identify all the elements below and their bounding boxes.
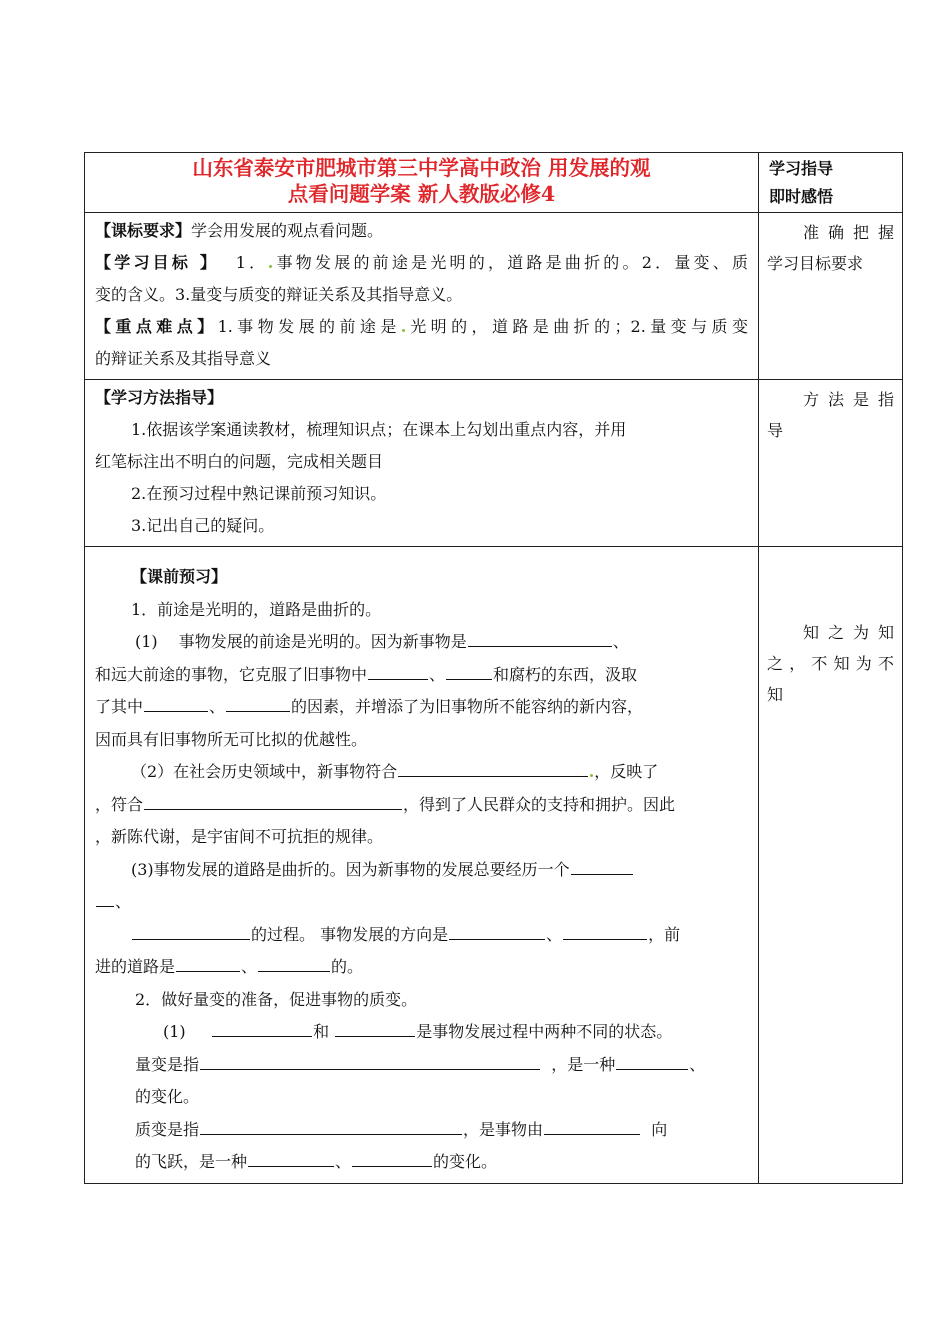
preview-side-cell — [759, 547, 903, 1184]
preview-cell — [85, 547, 759, 1184]
fill-blank[interactable] — [616, 1051, 688, 1070]
method-side-line-1: 方法是指 — [803, 390, 894, 409]
preview-text: 、 — [115, 892, 132, 911]
fill-blank[interactable] — [132, 921, 250, 940]
fill-blank[interactable] — [212, 1018, 312, 1037]
preview-text: 质变是指 — [135, 1119, 200, 1139]
preview-side-line-1: 知之为知 — [803, 623, 894, 642]
key-difficulties-label: 【重点难点】 — [95, 317, 218, 336]
method-side-cell — [759, 380, 903, 547]
preview-section-2: 2．做好量变的准备，促进事物的质变。 — [135, 989, 418, 1009]
fill-blank[interactable] — [449, 921, 545, 940]
preview-text: 、 — [546, 924, 563, 944]
fill-blank[interactable] — [176, 953, 240, 972]
fill-blank[interactable] — [544, 1116, 640, 1135]
title-cell — [85, 153, 759, 213]
preview-text: ，符合 — [95, 794, 144, 814]
preview-text: 的变化。 — [433, 1152, 498, 1171]
fill-blank[interactable] — [96, 888, 114, 907]
preview-line-9 — [95, 886, 748, 919]
method-row — [85, 380, 903, 547]
goals-cell — [85, 213, 759, 380]
document-title — [85, 153, 758, 209]
title-line-1: 山东省泰安市肥城市第三中学高中政治 用发展的观 — [192, 156, 651, 180]
preview-line-11 — [95, 951, 748, 984]
preview-line-5 — [95, 756, 748, 789]
method-item-2: 2.在预习过程中熟记课前预习知识。 — [131, 484, 387, 503]
study-guide-table — [84, 152, 903, 1184]
preview-text: 向 — [651, 1119, 668, 1139]
preview-text: 和腐朽的东西，汲取 — [493, 664, 638, 684]
preview-text: (1) 事物发展的前途是光明的。因为新事物是 — [135, 632, 467, 651]
fill-blank[interactable] — [352, 1148, 432, 1167]
fill-blank[interactable] — [563, 921, 647, 940]
method-item-3: 3.记出自己的疑问。 — [131, 516, 275, 535]
preview-text: 、 — [612, 632, 629, 651]
fill-blank[interactable] — [335, 1018, 415, 1037]
preview-row — [85, 547, 903, 1184]
goal-number: 1． — [235, 253, 269, 272]
method-side-line-2: 导 — [767, 421, 784, 440]
learning-goals-label: 【学习目标 】 — [95, 253, 220, 272]
side-header-line-2: 即时感悟 — [769, 187, 834, 206]
method-item-1: 1.依据该学案通读教材，梳理知识点；在课本上勾划出重点内容，并用 — [131, 420, 627, 439]
fill-blank[interactable] — [398, 758, 588, 777]
preview-text: 、 — [689, 1054, 706, 1074]
key-difficulties-text-b: 光明的，道路是曲折的；2.量变与质变 — [405, 317, 748, 336]
fill-blank[interactable] — [248, 1148, 334, 1167]
learning-goals — [95, 247, 748, 279]
preview-line-16 — [95, 1146, 748, 1179]
preview-side-line-3: 知 — [767, 685, 784, 704]
goals-side-cell — [759, 213, 903, 380]
preview-text: （2）在社会历史领域中，新事物符合 — [131, 762, 398, 781]
green-dot-mark — [269, 265, 272, 268]
fill-blank[interactable] — [144, 693, 208, 712]
preview-text: 的因素，并增添了为旧事物所不能容纳的新内容， — [291, 697, 644, 716]
preview-text: ，是事物由 — [463, 1119, 544, 1139]
preview-line-14: 的变化。 — [135, 1087, 200, 1106]
method-heading: 【学习方法指导】 — [95, 388, 224, 407]
key-difficulties-text-a: 1.事物发展的前途是 — [217, 317, 401, 336]
preview-text: 的。 — [331, 957, 364, 976]
preview-text: 量变是指 — [135, 1054, 200, 1074]
preview-text: 和远大前途的事物，它克服了旧事物中 — [95, 664, 368, 684]
key-difficulties-cont: 的辩证关系及其指导意义 — [95, 349, 272, 368]
preview-text: ，反映了 — [594, 762, 659, 781]
fill-blank[interactable] — [226, 693, 290, 712]
fill-blank[interactable] — [200, 1116, 462, 1135]
fill-blank[interactable] — [144, 791, 402, 810]
goals-side-line-1: 准确把握 — [803, 223, 894, 242]
fill-blank[interactable] — [571, 856, 633, 875]
green-dot-mark — [402, 329, 405, 332]
preview-line-10 — [95, 919, 748, 952]
preview-text: 和 — [313, 1022, 330, 1041]
preview-text: 、 — [429, 664, 446, 684]
preview-text: (1) — [163, 1022, 186, 1041]
fill-blank[interactable] — [258, 953, 330, 972]
preview-line-15 — [95, 1114, 748, 1147]
preview-text: 是事物发展过程中两种不同的状态。 — [416, 1022, 673, 1041]
preview-section-1: 1．前途是光明的，道路是曲折的。 — [131, 599, 382, 619]
preview-text: 、 — [335, 1152, 352, 1171]
preview-line-12 — [95, 1016, 748, 1049]
curriculum-label: 【课标要求】 — [95, 221, 192, 240]
preview-line-1 — [95, 626, 748, 659]
preview-heading: 【课前预习】 — [131, 567, 228, 586]
preview-line-13 — [95, 1049, 748, 1082]
goals-row — [85, 213, 903, 380]
preview-line-4: 因而具有旧事物所无可比拟的优越性。 — [95, 729, 368, 749]
learning-goals-cont: 变的含义。3.量变与质变的辩证关系及其指导意义。 — [95, 285, 463, 304]
side-header-line-1: 学习指导 — [769, 159, 834, 178]
green-dot-mark — [590, 774, 593, 777]
preview-line-7: ，新陈代谢，是宇宙间不可抗拒的规律。 — [95, 827, 384, 846]
curriculum-requirement — [95, 215, 748, 247]
fill-blank[interactable] — [368, 661, 428, 680]
fill-blank[interactable] — [200, 1051, 540, 1070]
preview-text: 进的道路是 — [95, 957, 176, 976]
learning-goals-text: 事物发展的前途是光明的，道路是曲折的。2．量变、质 — [273, 253, 748, 272]
curriculum-text: 学会用发展的观点看问题。 — [191, 221, 384, 240]
preview-line-2 — [95, 659, 748, 692]
method-item-1-cont: 红笔标注出不明白的问题，完成相关题目 — [95, 452, 384, 471]
side-header-cell — [759, 153, 903, 213]
preview-line-6 — [95, 789, 748, 822]
preview-text: ，是一种 — [551, 1054, 616, 1074]
preview-side-line-2: 之，不知为不 — [767, 654, 894, 673]
method-cell — [85, 380, 759, 547]
preview-text: 、 — [209, 697, 226, 716]
key-difficulties — [95, 311, 748, 343]
preview-text: 了其中 — [95, 697, 144, 716]
fill-blank[interactable] — [468, 628, 612, 647]
preview-text: 、 — [241, 957, 258, 976]
preview-text: ，前 — [648, 924, 681, 944]
title-line-2: 点看问题学案 新人教版必修4 — [287, 182, 556, 206]
preview-line-3 — [95, 691, 748, 724]
preview-text: 的过程。 事物发展的方向是 — [251, 924, 449, 944]
preview-text: 的飞跃，是一种 — [135, 1152, 248, 1171]
preview-text: ，得到了人民群众的支持和拥护。因此 — [403, 794, 676, 814]
preview-text: (3)事物发展的道路是曲折的。因为新事物的发展总要经历一个 — [131, 859, 570, 879]
header-row — [85, 153, 903, 213]
fill-blank[interactable] — [446, 661, 492, 680]
goals-side-line-2: 学习目标要求 — [767, 254, 864, 273]
preview-line-8 — [95, 854, 748, 887]
